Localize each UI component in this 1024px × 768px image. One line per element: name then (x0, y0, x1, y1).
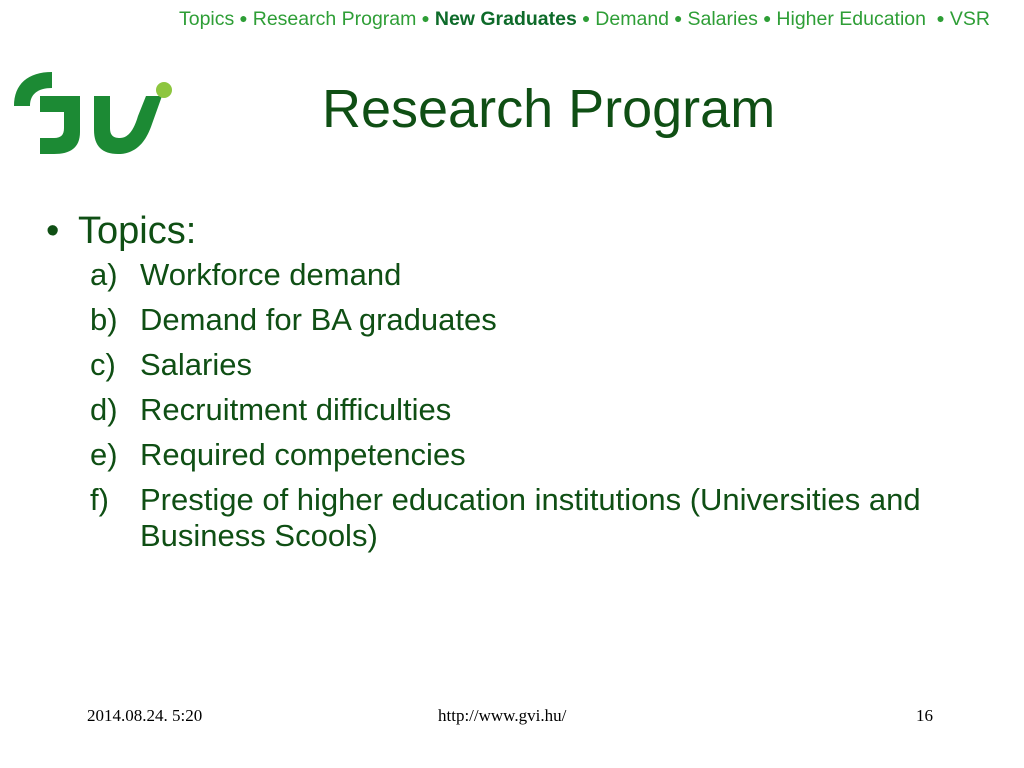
list-item-marker: d) (90, 392, 118, 427)
nav-item-vsr[interactable]: VSR (949, 8, 990, 30)
nav-item-topics[interactable]: Topics (178, 8, 235, 30)
list-item-marker: a) (90, 257, 118, 292)
topic-navigation (179, 8, 990, 31)
nav-separator: ● (421, 10, 430, 26)
logo-j-shape (40, 96, 80, 154)
list-item (90, 302, 1006, 338)
nav-separator: ● (674, 10, 683, 26)
slide-title: Research Program (322, 79, 776, 139)
gvi-logo (10, 66, 180, 158)
nav-separator: ● (936, 10, 945, 26)
nav-item-demand[interactable]: Demand (595, 8, 670, 30)
footer-url[interactable]: http://www.gvi.hu/ (438, 706, 567, 725)
bullet-marker: • (46, 210, 60, 252)
list-item-marker: b) (90, 302, 118, 337)
bullet-topics (46, 210, 1006, 253)
nav-item-salaries[interactable]: Salaries (687, 8, 758, 30)
nav-separator: ● (239, 10, 248, 26)
list-item-text: Workforce demand (140, 257, 402, 292)
topics-list (90, 257, 1006, 554)
list-item (90, 482, 1006, 554)
nav-item-higher-education[interactable]: Higher Education (776, 8, 926, 30)
list-item-text: Required competencies (140, 437, 466, 472)
list-item-marker: f) (90, 482, 109, 517)
nav-separator: ● (581, 10, 591, 26)
slide-content (46, 210, 1006, 563)
nav-separator: ● (762, 10, 772, 26)
list-item-marker: c) (90, 347, 116, 382)
bullet-label: Topics: (78, 210, 197, 252)
list-item (90, 437, 1006, 473)
list-item-text: Prestige of higher education institutions (Universities and Business Scools) (140, 482, 921, 553)
logo-dot-shape (156, 82, 172, 98)
footer-date: 2014.08.24. 5:20 (87, 706, 203, 725)
list-item (90, 257, 1006, 293)
logo-v-shape (94, 96, 162, 154)
list-item (90, 392, 1006, 428)
list-item (90, 347, 1006, 383)
nav-item-research-program[interactable]: Research Program (252, 8, 417, 30)
list-item-text: Salaries (140, 347, 252, 382)
list-item-text: Demand for BA graduates (140, 302, 497, 337)
nav-item-new-graduates[interactable]: New Graduates (434, 8, 577, 30)
list-item-text: Recruitment difficulties (140, 392, 452, 427)
list-item-marker: e) (90, 437, 118, 472)
page-number: 16 (916, 706, 933, 725)
